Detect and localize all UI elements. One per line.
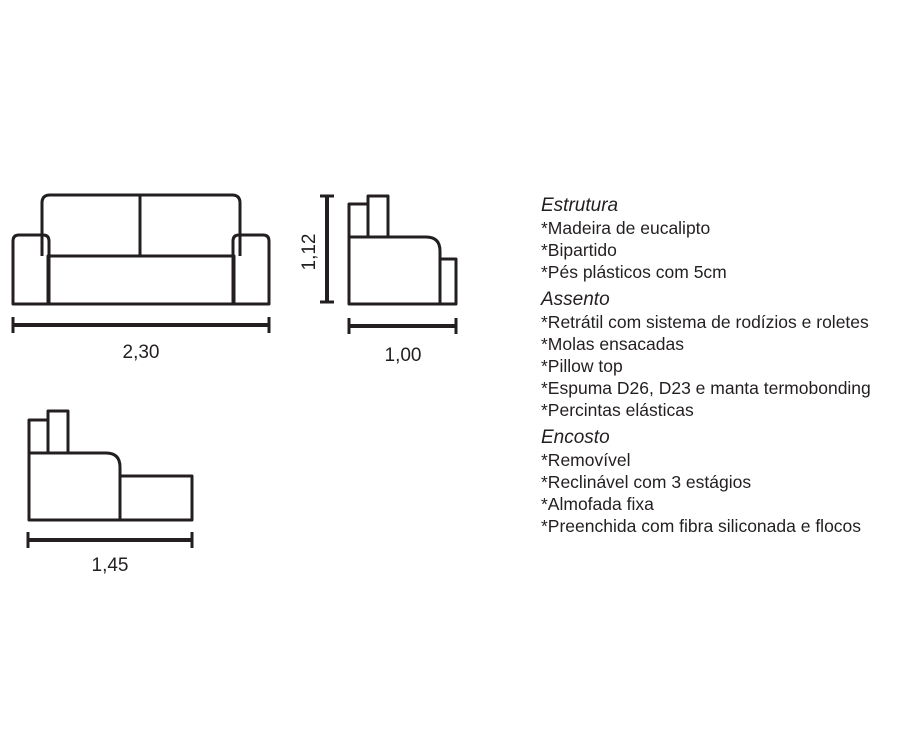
side-depth-dimension-line <box>349 318 456 334</box>
reclined-back-cushion-2 <box>48 411 68 453</box>
spec-item: *Reclinável com 3 estágios <box>541 472 752 492</box>
side-body <box>349 237 440 304</box>
spec-item: *Madeira de eucalipto <box>541 218 711 238</box>
spec-item: *Pillow top <box>541 356 623 376</box>
reclined-depth-label: 1,45 <box>91 555 129 576</box>
reclined-body <box>29 453 120 520</box>
spec-section-estrutura <box>541 195 911 283</box>
front-left-arm <box>13 235 49 304</box>
spec-item: *Percintas elásticas <box>541 400 694 420</box>
reclined-footrest-extended <box>120 476 192 520</box>
side-back-cushion-1 <box>349 204 368 237</box>
sofa-front-view <box>13 195 269 304</box>
sofa-reclined-view <box>29 411 192 520</box>
spec-item: *Retrátil com sistema de rodízios e roletes <box>541 312 869 332</box>
front-width-dimension-line <box>13 317 269 333</box>
spec-item: *Removível <box>541 450 631 470</box>
reclined-back-cushion-1 <box>29 420 48 453</box>
spec-item: *Almofada fixa <box>541 494 654 514</box>
spec-section-assento <box>541 289 911 421</box>
section-title: Assento <box>541 289 610 310</box>
spec-section-encosto <box>541 427 911 537</box>
section-title: Encosto <box>541 427 610 448</box>
sofa-side-view <box>349 196 456 304</box>
side-back-cushion-2 <box>368 196 388 237</box>
spec-item: *Molas ensacadas <box>541 334 684 354</box>
side-height-label: 1,12 <box>299 233 320 271</box>
reclined-depth-dimension-line <box>28 532 192 548</box>
spec-item: *Espuma D26, D23 e manta termobonding <box>541 378 871 398</box>
side-footrest <box>440 259 456 304</box>
section-title: Estrutura <box>541 195 619 216</box>
front-width-label: 2,30 <box>122 342 160 363</box>
front-right-arm <box>233 235 269 304</box>
spec-item: *Bipartido <box>541 240 617 260</box>
front-seat <box>48 256 234 304</box>
spec-item: *Pés plásticos com 5cm <box>541 262 727 282</box>
spec-item: *Preenchida com fibra siliconada e flocos <box>541 516 862 536</box>
specifications-list <box>541 195 911 543</box>
side-depth-label: 1,00 <box>384 345 422 366</box>
